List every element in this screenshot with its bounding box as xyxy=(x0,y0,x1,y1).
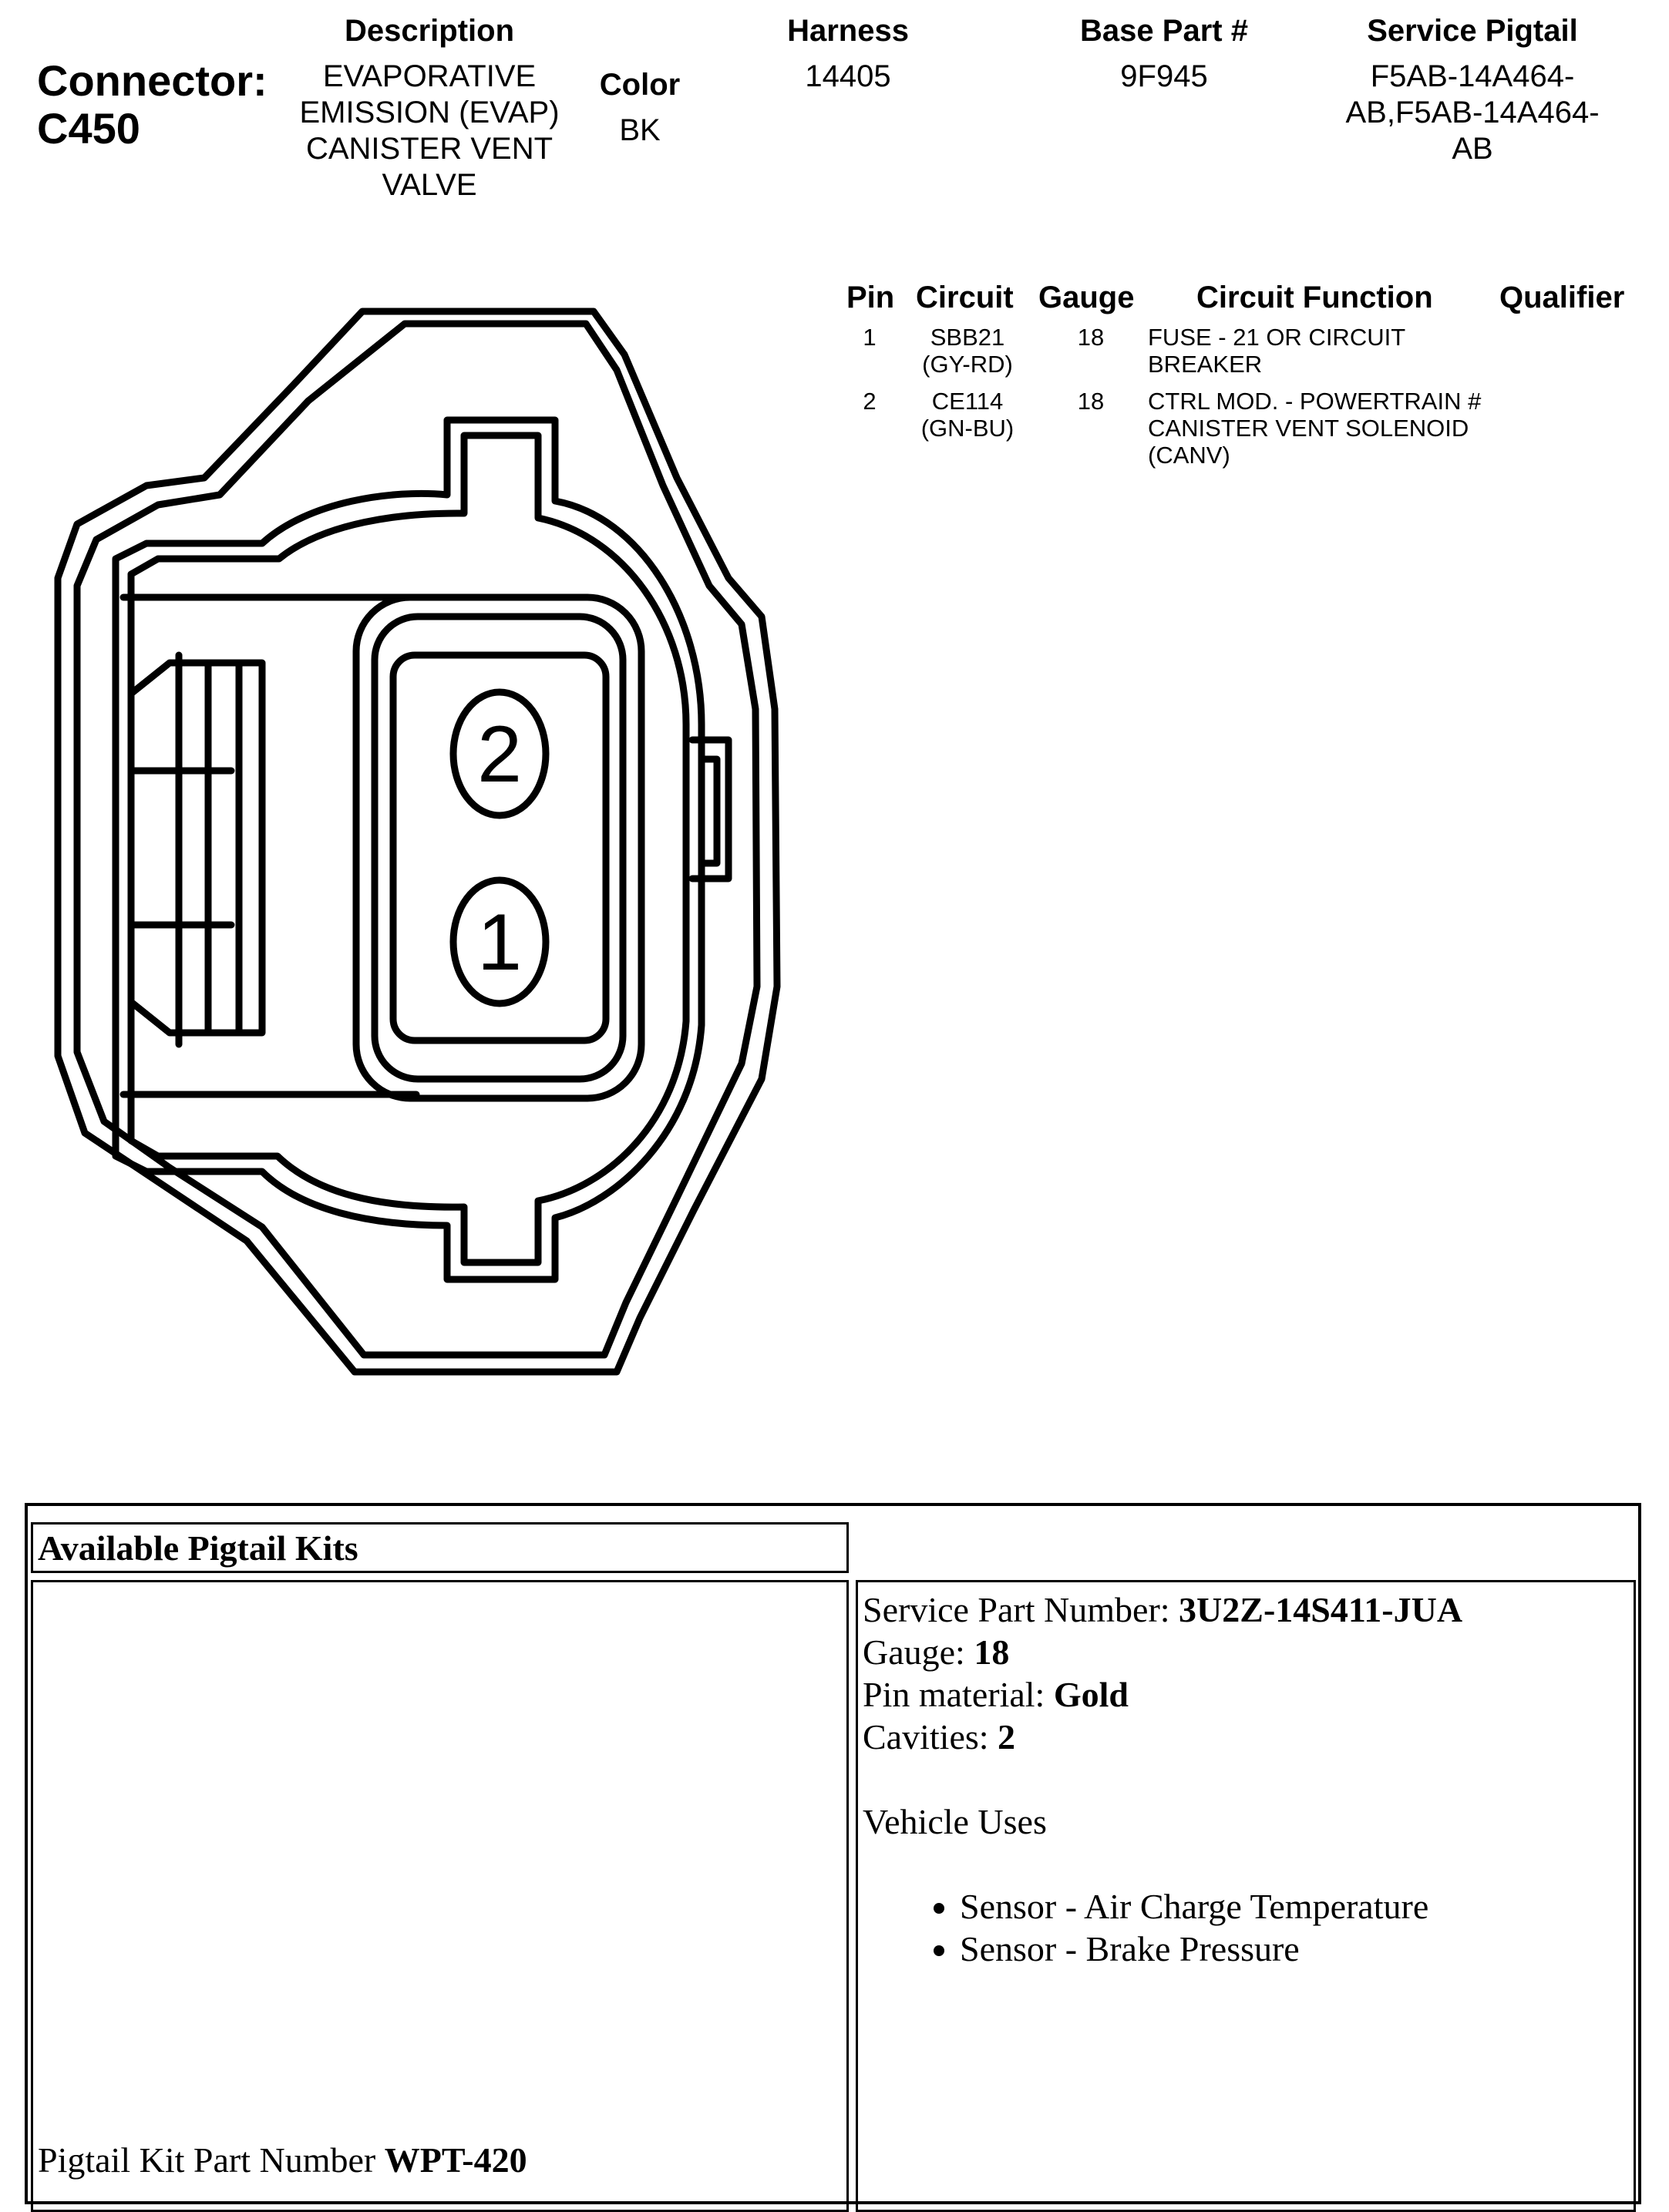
description-line: VALVE xyxy=(382,168,477,202)
gauge-cell: 18 xyxy=(1077,388,1105,415)
gauge-col-header: Gauge xyxy=(1038,281,1135,314)
service-pigtail-header: Service Pigtail xyxy=(1367,14,1578,48)
pin-number: 1 xyxy=(863,324,877,351)
gauge-label: Gauge: xyxy=(863,1632,974,1672)
outer-housing xyxy=(58,311,777,1372)
color-header: Color xyxy=(599,68,681,102)
service-part-label: Service Part Number: xyxy=(863,1590,1179,1629)
function-line: BREAKER xyxy=(1148,351,1263,378)
circuit-col-header: Circuit xyxy=(916,281,1014,314)
pin-material-spec xyxy=(863,1673,1462,1716)
pin-1-label: 1 xyxy=(477,898,522,987)
vehicle-uses-heading: Vehicle Uses xyxy=(863,1802,1047,1841)
qualifier-col-header: Qualifier xyxy=(1499,281,1625,314)
description-line: EMISSION (EVAP) xyxy=(299,96,560,129)
service-pigtail-line: F5AB-14A464- xyxy=(1370,59,1575,93)
function-line: FUSE - 21 OR CIRCUIT xyxy=(1148,324,1406,351)
pin-material-value: Gold xyxy=(1053,1675,1129,1714)
cavities-spec xyxy=(863,1716,1462,1758)
color-value: BK xyxy=(619,113,661,147)
service-part-value: 3U2Z-14S411-JUA xyxy=(1179,1590,1463,1629)
cavities-label: Cavities: xyxy=(863,1717,998,1756)
service-part-number xyxy=(863,1588,1462,1631)
circuit-cell xyxy=(902,324,1033,378)
pigtail-spec-cell xyxy=(856,1580,1636,2212)
pigtail-title-cell xyxy=(31,1522,849,1573)
vehicle-uses-list xyxy=(863,1885,1462,1970)
description-value xyxy=(275,59,584,203)
service-pigtail-line: AB xyxy=(1452,132,1493,166)
list-item: • Sensor - Brake Pressure xyxy=(960,1928,1462,1970)
function-cell xyxy=(1148,388,1481,469)
pigtail-kit-part-number xyxy=(38,2139,527,2181)
harness-value: 14405 xyxy=(805,59,891,93)
gauge-spec xyxy=(863,1631,1462,1673)
service-pigtail-value xyxy=(1318,59,1627,167)
right-key xyxy=(692,740,729,879)
pin-cavity-frame xyxy=(356,597,641,1098)
function-line: (CANV) xyxy=(1148,442,1230,469)
circuit-color: (GN-BU) xyxy=(920,415,1015,442)
circuit-color: (GY-RD) xyxy=(922,351,1013,378)
latch-tab xyxy=(116,655,262,1064)
harness-header: Harness xyxy=(787,14,909,48)
pin-2 xyxy=(453,692,546,815)
connector-label: Connector: xyxy=(37,56,268,105)
list-item: • Sensor - Air Charge Temperature xyxy=(960,1885,1462,1928)
gauge-value: 18 xyxy=(974,1632,1010,1672)
pin-number: 2 xyxy=(863,388,877,415)
pin-1 xyxy=(453,880,546,1003)
kit-part-label: Pigtail Kit Part Number xyxy=(38,2140,385,2180)
pigtail-kits-title: Available Pigtail Kits xyxy=(38,1528,358,1568)
circuit-id: CE114 xyxy=(931,388,1004,415)
description-line: EVAPORATIVE xyxy=(322,59,537,93)
description-line: CANISTER VENT xyxy=(305,132,554,166)
circuit-cell xyxy=(902,388,1033,442)
function-col-header: Circuit Function xyxy=(1196,281,1433,314)
base-part-value: 9F945 xyxy=(1120,59,1208,93)
inner-shell xyxy=(116,420,702,1279)
gauge-cell: 18 xyxy=(1077,324,1105,351)
function-cell xyxy=(1148,324,1405,378)
cavities-value: 2 xyxy=(998,1717,1016,1756)
pin-2-label: 2 xyxy=(477,710,522,799)
function-line: CANISTER VENT SOLENOID xyxy=(1148,415,1469,442)
pin-material-label: Pin material: xyxy=(863,1675,1054,1714)
pigtail-kit-image-cell xyxy=(31,1580,849,2212)
description-header: Description xyxy=(344,14,515,48)
service-pigtail-line: AB,F5AB-14A464- xyxy=(1345,96,1600,129)
pin-col-header: Pin xyxy=(846,281,895,314)
base-part-header: Base Part # xyxy=(1080,14,1248,48)
connector-id: C450 xyxy=(37,104,140,153)
connector-diagram xyxy=(31,293,817,1410)
circuit-id: SBB21 xyxy=(930,324,1005,351)
kit-part-value: WPT-420 xyxy=(384,2140,527,2180)
function-line: CTRL MOD. - POWERTRAIN # xyxy=(1148,388,1482,415)
